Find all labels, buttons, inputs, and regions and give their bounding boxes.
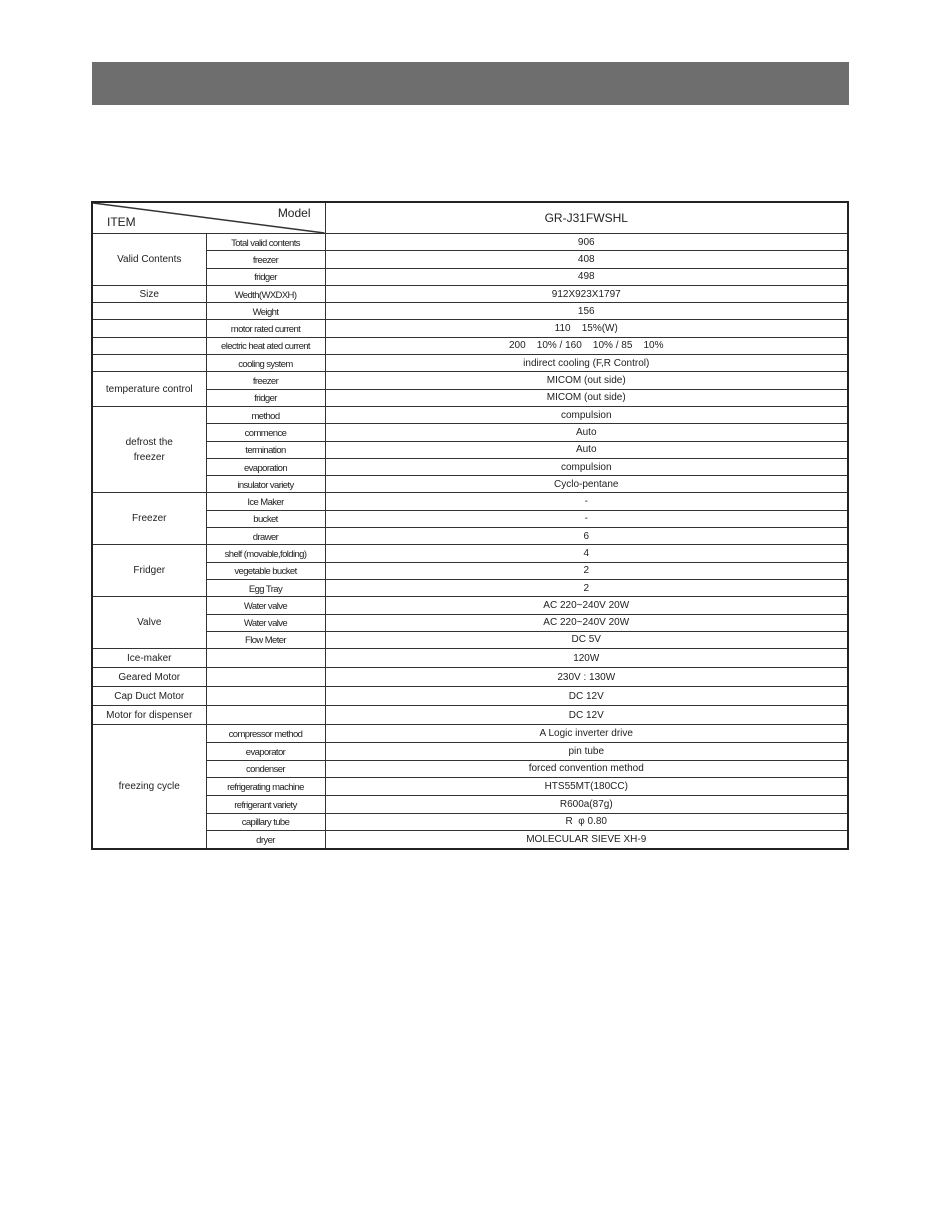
table-row <box>92 268 848 285</box>
sub-item-cell: Egg Tray <box>206 579 325 596</box>
sub-item-cell <box>206 706 325 725</box>
value-cell: 4 <box>325 545 848 562</box>
value-cell: 110 15%(W) <box>325 320 848 337</box>
value-cell: R φ 0.80 <box>325 813 848 831</box>
table-row <box>92 778 848 796</box>
sub-item-cell: method <box>206 406 325 423</box>
sub-item-cell: Water valve <box>206 597 325 614</box>
sub-item-cell: evaporator <box>206 742 325 760</box>
table-row <box>92 510 848 527</box>
model-label: Model <box>277 206 311 220</box>
table-row <box>92 668 848 687</box>
table-row <box>92 476 848 493</box>
group-cell: freezing cycle <box>92 725 206 849</box>
sub-item-cell: bucket <box>206 510 325 527</box>
sub-item-cell: electric heat ated current <box>206 337 325 354</box>
group-cell: Ice-maker <box>92 649 206 668</box>
table-row <box>92 424 848 441</box>
group-cell: Freezer <box>92 493 206 545</box>
value-cell: DC 5V <box>325 631 848 648</box>
table-row <box>92 831 848 849</box>
table-row <box>92 285 848 302</box>
group-cell: Valid Contents <box>92 234 206 286</box>
table-row <box>92 234 848 251</box>
table-row <box>92 760 848 778</box>
group-cell <box>92 303 206 320</box>
table-row <box>92 441 848 458</box>
table-row <box>92 320 848 337</box>
spec-table <box>91 201 849 850</box>
sub-item-cell: fridger <box>206 389 325 406</box>
group-cell: Fridger <box>92 545 206 597</box>
model-name: GR-J31FWSHL <box>325 202 848 234</box>
group-cell: Size <box>92 285 206 302</box>
table-row <box>92 337 848 354</box>
sub-item-cell <box>206 687 325 706</box>
table-row <box>92 687 848 706</box>
sub-item-cell: condenser <box>206 760 325 778</box>
table-row <box>92 389 848 406</box>
value-cell: indirect cooling (F,R Control) <box>325 355 848 372</box>
table-row <box>92 649 848 668</box>
table-row <box>92 251 848 268</box>
sub-item-cell: Weight <box>206 303 325 320</box>
item-model-corner-cell <box>92 202 325 234</box>
table-row <box>92 528 848 545</box>
table-row <box>92 742 848 760</box>
value-cell: 906 <box>325 234 848 251</box>
sub-item-cell: evaporation <box>206 458 325 475</box>
value-cell: AC 220~240V 20W <box>325 597 848 614</box>
value-cell: - <box>325 493 848 510</box>
value-cell: - <box>325 510 848 527</box>
value-cell: 2 <box>325 562 848 579</box>
group-cell <box>92 355 206 372</box>
value-cell: 230V : 130W <box>325 668 848 687</box>
value-cell: HTS55MT(180CC) <box>325 778 848 796</box>
sub-item-cell: dryer <box>206 831 325 849</box>
table-row <box>92 458 848 475</box>
group-cell: Cap Duct Motor <box>92 687 206 706</box>
value-cell: R600a(87g) <box>325 795 848 813</box>
table-header-row <box>92 202 848 234</box>
value-cell: DC 12V <box>325 706 848 725</box>
sub-item-cell: termination <box>206 441 325 458</box>
sub-item-cell: Flow Meter <box>206 631 325 648</box>
sub-item-cell: refrigerating machine <box>206 778 325 796</box>
table-row <box>92 597 848 614</box>
value-cell: 120W <box>325 649 848 668</box>
sub-item-cell: Wedth(WXDXH) <box>206 285 325 302</box>
group-cell: Valve <box>92 597 206 649</box>
sub-item-cell: commence <box>206 424 325 441</box>
sub-item-cell: drawer <box>206 528 325 545</box>
value-cell: 6 <box>325 528 848 545</box>
group-cell <box>92 337 206 354</box>
value-cell: Cyclo-pentane <box>325 476 848 493</box>
table-row <box>92 579 848 596</box>
value-cell: Auto <box>325 441 848 458</box>
value-cell: Auto <box>325 424 848 441</box>
table-row <box>92 493 848 510</box>
table-row <box>92 614 848 631</box>
table-row <box>92 813 848 831</box>
sub-item-cell <box>206 649 325 668</box>
value-cell: AC 220~240V 20W <box>325 614 848 631</box>
value-cell: 200 10% / 160 10% / 85 10% <box>325 337 848 354</box>
sub-item-cell: Ice Maker <box>206 493 325 510</box>
sub-item-cell: insulator variety <box>206 476 325 493</box>
value-cell: A Logic inverter drive <box>325 725 848 743</box>
value-cell: 156 <box>325 303 848 320</box>
sub-item-cell: Water valve <box>206 614 325 631</box>
group-cell: defrost the freezer <box>92 406 206 492</box>
sub-item-cell: fridger <box>206 268 325 285</box>
group-cell: Motor for dispenser <box>92 706 206 725</box>
value-cell: MOLECULAR SIEVE XH-9 <box>325 831 848 849</box>
sub-item-cell: refrigerant variety <box>206 795 325 813</box>
value-cell: 2 <box>325 579 848 596</box>
table-row <box>92 725 848 743</box>
sub-item-cell: compressor method <box>206 725 325 743</box>
value-cell: 912X923X1797 <box>325 285 848 302</box>
table-row <box>92 706 848 725</box>
value-cell: 408 <box>325 251 848 268</box>
table-row <box>92 372 848 389</box>
item-label: ITEM <box>107 215 136 229</box>
group-cell: Geared Motor <box>92 668 206 687</box>
table-row <box>92 303 848 320</box>
group-cell <box>92 320 206 337</box>
sub-item-cell: cooling system <box>206 355 325 372</box>
value-cell: pin tube <box>325 742 848 760</box>
value-cell: MICOM (out side) <box>325 372 848 389</box>
sub-item-cell: shelf (movable,folding) <box>206 545 325 562</box>
sub-item-cell: freezer <box>206 251 325 268</box>
table-row <box>92 562 848 579</box>
sub-item-cell: Total valid contents <box>206 234 325 251</box>
value-cell: DC 12V <box>325 687 848 706</box>
sub-item-cell: freezer <box>206 372 325 389</box>
value-cell: MICOM (out side) <box>325 389 848 406</box>
value-cell: compulsion <box>325 406 848 423</box>
sub-item-cell: capillary tube <box>206 813 325 831</box>
table-row <box>92 631 848 648</box>
table-row <box>92 795 848 813</box>
table-row <box>92 545 848 562</box>
value-cell: 498 <box>325 268 848 285</box>
group-cell: temperature control <box>92 372 206 407</box>
sub-item-cell: motor rated current <box>206 320 325 337</box>
sub-item-cell: vegetable bucket <box>206 562 325 579</box>
table-row <box>92 406 848 423</box>
value-cell: forced convention method <box>325 760 848 778</box>
value-cell: compulsion <box>325 458 848 475</box>
sub-item-cell <box>206 668 325 687</box>
section-title-bar <box>92 62 849 105</box>
table-row <box>92 355 848 372</box>
